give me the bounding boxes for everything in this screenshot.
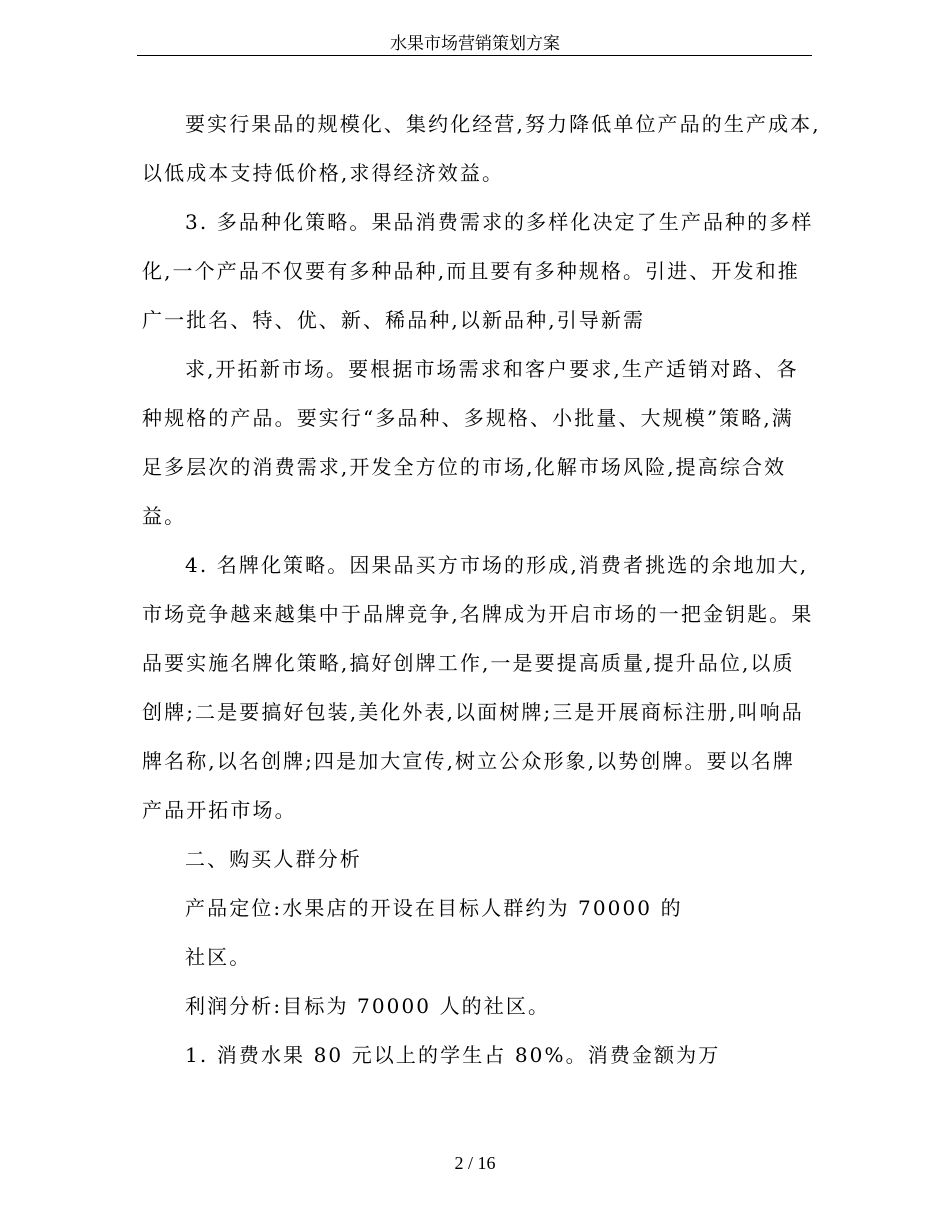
text-line: 以低成本支持低价格,求得经济效益。 — [142, 161, 505, 185]
text-line: 益。 — [142, 504, 187, 528]
text-line: 牌名称,以名创牌;四是加大宣传,树立公众形象,以势创牌。要以名牌 — [142, 749, 796, 773]
page-number: 2 / 16 — [454, 1153, 496, 1173]
text-line: 要实行果品的规模化、集约化经营,努力降低单位产品的生产成本, — [185, 112, 821, 136]
text-line: 种规格的产品。要实行“多品种、多规格、小批量、大规模”策略,满 — [142, 406, 794, 430]
text-line: 求,开拓新市场。要根据市场需求和客户要求,生产适销对路、各 — [185, 357, 799, 381]
text-line: 3. 多品种化策略。果品消费需求的多样化决定了生产品种的多样 — [185, 210, 814, 234]
list-item: 1. 消费水果 80 元以上的学生占 80%。消费金额为万 — [185, 1043, 721, 1067]
text-line: 创牌;二是要搞好包装,美化外表,以面树牌;三是开展商标注册,叫响品 — [142, 700, 804, 724]
text-line: 利润分析:目标为 70000 人的社区。 — [185, 994, 551, 1018]
text-line: 广一批名、特、优、新、稀品种,以新品种,引导新需 — [142, 308, 646, 332]
text-line: 社区。 — [185, 945, 252, 969]
document-header-title: 水果市场营销策划方案 — [390, 34, 560, 54]
text-line: 产品开拓市场。 — [142, 798, 297, 822]
section-heading: 二、购买人群分析 — [185, 847, 362, 871]
header-divider — [137, 55, 812, 56]
text-line: 4. 名牌化策略。因果品买方市场的形成,消费者挑选的余地加大, — [185, 553, 809, 577]
text-line: 化,一个产品不仅要有多种品种,而且要有多种规格。引进、开发和推 — [142, 259, 800, 283]
text-line: 市场竞争越来越集中于品牌竞争,名牌成为开启市场的一把金钥匙。果 — [142, 602, 814, 626]
text-line: 产品定位:水果店的开设在目标人群约为 70000 的 — [185, 896, 683, 920]
document-body — [142, 100, 821, 1080]
text-line: 品要实施名牌化策略,搞好创牌工作,一是要提高质量,提升品位,以质 — [142, 651, 795, 675]
text-line: 足多层次的消费需求,开发全方位的市场,化解市场风险,提高综合效 — [142, 455, 787, 479]
